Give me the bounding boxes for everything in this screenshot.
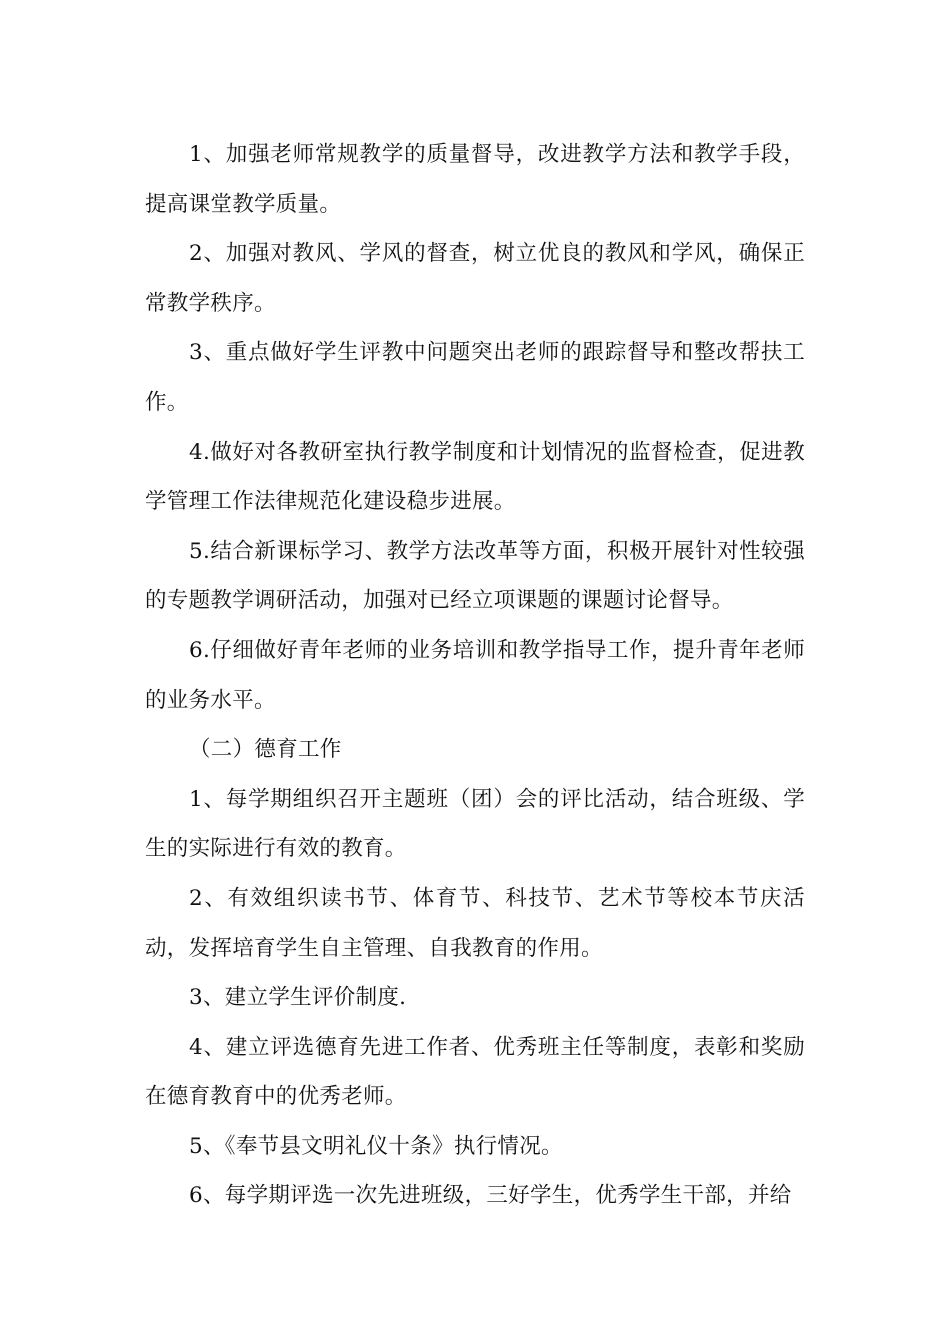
- document-body: [145, 130, 805, 1221]
- paragraph-teaching-2: 2、加强对教风、学风的督查，树立优良的教风和学风，确保正常教学秩序。: [145, 241, 805, 316]
- paragraph-teaching-3: 3、重点做好学生评教中问题突出老师的跟踪督导和整改帮扶工作。: [145, 340, 805, 415]
- paragraph-moral-6: 6、每学期评选一次先进班级，三好学生，优秀学生干部，并给: [189, 1183, 792, 1209]
- paragraph-teaching-6: 6.仔细做好青年老师的业务培训和教学指导工作，提升青年老师的业务水平。: [145, 637, 805, 713]
- paragraph-teaching-4: 4.做好对各教研室执行教学制度和计划情况的监督检查，促进教学管理工作法律规范化建设稳步进展。: [145, 439, 805, 515]
- paragraph-moral-3: 3、建立学生评价制度.: [189, 985, 407, 1011]
- section-heading-moral-education: （二）德育工作: [189, 737, 342, 763]
- paragraph-moral-4: 4、建立评选德育先进工作者、优秀班主任等制度，表彰和奖励在德育教育中的优秀老师。: [145, 1034, 805, 1110]
- paragraph-moral-2: 2、有效组织读书节、体育节、科技节、艺术节等校本节庆活动，发挥培育学生自主管理、自我教育的作用。: [145, 885, 805, 961]
- paragraph-teaching-5: 5.结合新课标学习、教学方法改革等方面，积极开展针对性较强的专题教学调研活动，加强对已经立项课题的课题讨论督导。: [145, 538, 805, 614]
- paragraph-moral-1: 1、每学期组织召开主题班（团）会的评比活动，结合班级、学生的实际进行有效的教育。: [145, 786, 805, 862]
- paragraph-moral-5: 5、《奉节县文明礼仪十条》执行情况。: [189, 1133, 563, 1159]
- paragraph-teaching-1: 1、加强老师常规教学的质量督导，改进教学方法和教学手段，提高课堂教学质量。: [145, 142, 805, 217]
